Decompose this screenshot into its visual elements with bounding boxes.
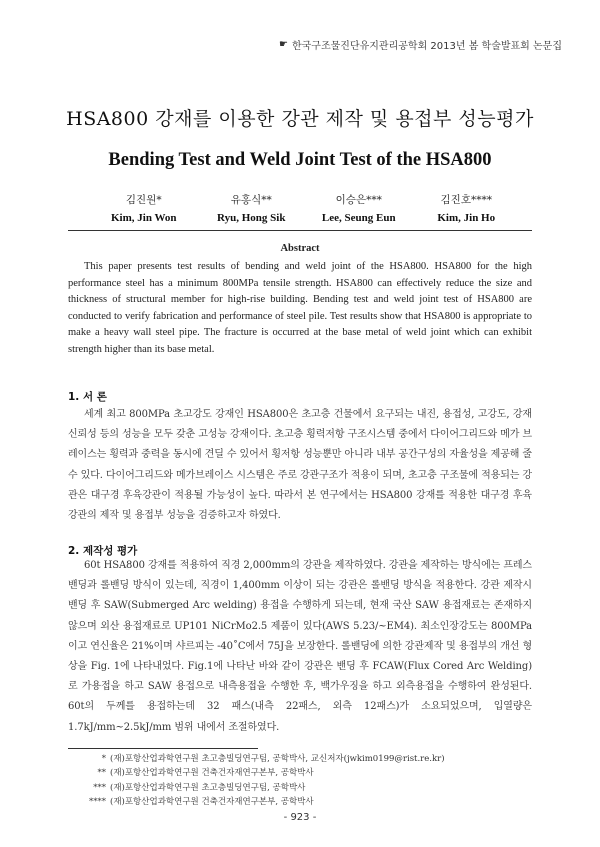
section-heading-introduction: 1. 서 론	[68, 391, 107, 403]
footnote	[68, 795, 540, 809]
footnotes	[68, 752, 540, 810]
page-number: - 923 -	[283, 812, 317, 823]
proceedings-header-text: 한국구조물진단유지관리공학회 2013년 봄 학술발표회 논문집	[291, 41, 562, 52]
section-body-fabrication: 60t HSA800 강재를 적용하여 직경 2,000mm의 강관을 제작하였다. 강관을 제작하는 방식에는 프레스밴딩과 롤밴딩 방식이 있는데, 직경이 1,400mm 이상이 되는 강관은 롤밴딩 방식을 적용한다. 강관 제작시 밴딩 후 SAW(Submerged Arc welding) 용접을 수행하게 되는데, 현재 국산 SAW 용접재료는 존재하지 않으며 외산 용접재료로 UP101 NiCrMo2.5 제품이 있다(AWS 5.23/~EM4). 최소인장강도는 800MPa이고 연신율은 21%이며 샤르피는 -40˚C에서 75J을 보장한다. 롤밴딩에 의한 강관제작 및 용접부의 개선 형상을 Fig. 1에 나타내었다. Fig.1에 나타난 바와 같이 강관은 밴딩 후 FCAW(Flux Cored Arc Welding)로 가용접을 하고 SAW 용접으로 내측용접을 수행한 후, 백가우징을 하고 외측용접을 수행하여 완성된다. 60t의 두께를 용접하는데 32 패스(내측 22패스, 외측 12패스)가 소요되었으며, 입열량은 1.7kJ/mm~2.5kJ/mm 범위 내에서 조절하였다.	[68, 560, 532, 733]
author	[90, 192, 198, 224]
footnote-text: (재)포항산업과학연구원 건축건자재연구본부, 공학박사	[110, 797, 314, 808]
abstract-heading: Abstract	[280, 243, 320, 254]
footnote-text: (재)포항산업과학연구원 초고층빌딩연구팀, 공학박사, 교신저자(jwkim0199@rist.re.kr)	[110, 754, 445, 764]
author	[305, 192, 413, 224]
author-name-ko: 김진호****	[440, 194, 492, 206]
footnote-mark: *	[101, 754, 106, 764]
footnote	[68, 752, 540, 766]
proceedings-header	[279, 37, 562, 52]
author-name-ko: 이승은***	[335, 194, 382, 206]
footnote-mark: ***	[93, 782, 106, 793]
footnote	[68, 766, 540, 780]
footnote	[68, 781, 540, 795]
footnote-text: (재)포항산업과학연구원 건축건자재연구본부, 공학박사	[110, 768, 314, 779]
abstract-body: This paper presents test results of bending and weld joint of the HSA800. HSA800 for the high performance steel has a minimum 800MPa tensile strength. HSA800 can effectively reduce the size and thickness of structural member for high-rise building. Bending test and weld joint test of HSA800 are conducted to verify fabrication and performance of steel pile. Test results show that HSA800 is appropriate to make a heavy wall steel pipe. The fracture is occurred at the base metal of weld joint which can exhibit strength higher than its base metal.	[68, 261, 532, 355]
author	[413, 192, 521, 224]
author	[198, 192, 306, 224]
author-name-en: Ryu, Hong Sik	[217, 212, 286, 224]
author-divider	[68, 230, 532, 231]
footnote-text: (재)포항산업과학연구원 초고층빌딩연구팀, 공학박사	[110, 782, 306, 793]
footnote-divider	[68, 748, 258, 749]
author-name-en: Lee, Seung Eun	[321, 212, 396, 224]
title-korean: HSA800 강재를 이용한 강관 제작 및 용접부 성능평가	[66, 108, 534, 130]
author-name-ko: 김진원*	[125, 194, 162, 206]
section-heading-fabrication: 2. 제작성 평가	[68, 545, 138, 557]
author-name-en: Kim, Jin Won	[110, 212, 177, 224]
footnote-mark: **	[97, 768, 106, 779]
footnote-mark: ****	[89, 797, 106, 808]
title-english: Bending Test and Weld Joint Test of the HSA800	[108, 150, 492, 170]
hand-pointer-icon: ☛	[279, 39, 288, 50]
author-list	[90, 192, 520, 224]
section-body-introduction: 세계 최고 800MPa 초고강도 강재인 HSA800은 초고층 건물에서 요구되는 내진, 용접성, 고강도, 강재 신뢰성 등의 성능을 모두 갖춘 고성능 강재이다. 초고층 횡력저항 구조시스템 중에서 다이어그리드와 메가 브레이스는 횡력과 중력을 동시에 견딜 수 있어서 횡저항 성능뿐만 아니라 내부 공간구성의 자율성을 제공해 줄 수 있다. 다이어그리드와 메가브레이스 시스템은 주로 강관구조가 적용이 되며, 초고층 구조물에 적용되는 강관은 대구경 후육강관이 적용될 가능성이 높다. 따라서 본 연구에서는 HSA800 강재를 적용한 대구경 후육강관의 제작 및 용접부 성능을 검증하고자 하였다.	[68, 409, 532, 522]
author-name-ko: 유홍식**	[230, 194, 272, 206]
author-name-en: Kim, Jin Ho	[437, 212, 496, 224]
